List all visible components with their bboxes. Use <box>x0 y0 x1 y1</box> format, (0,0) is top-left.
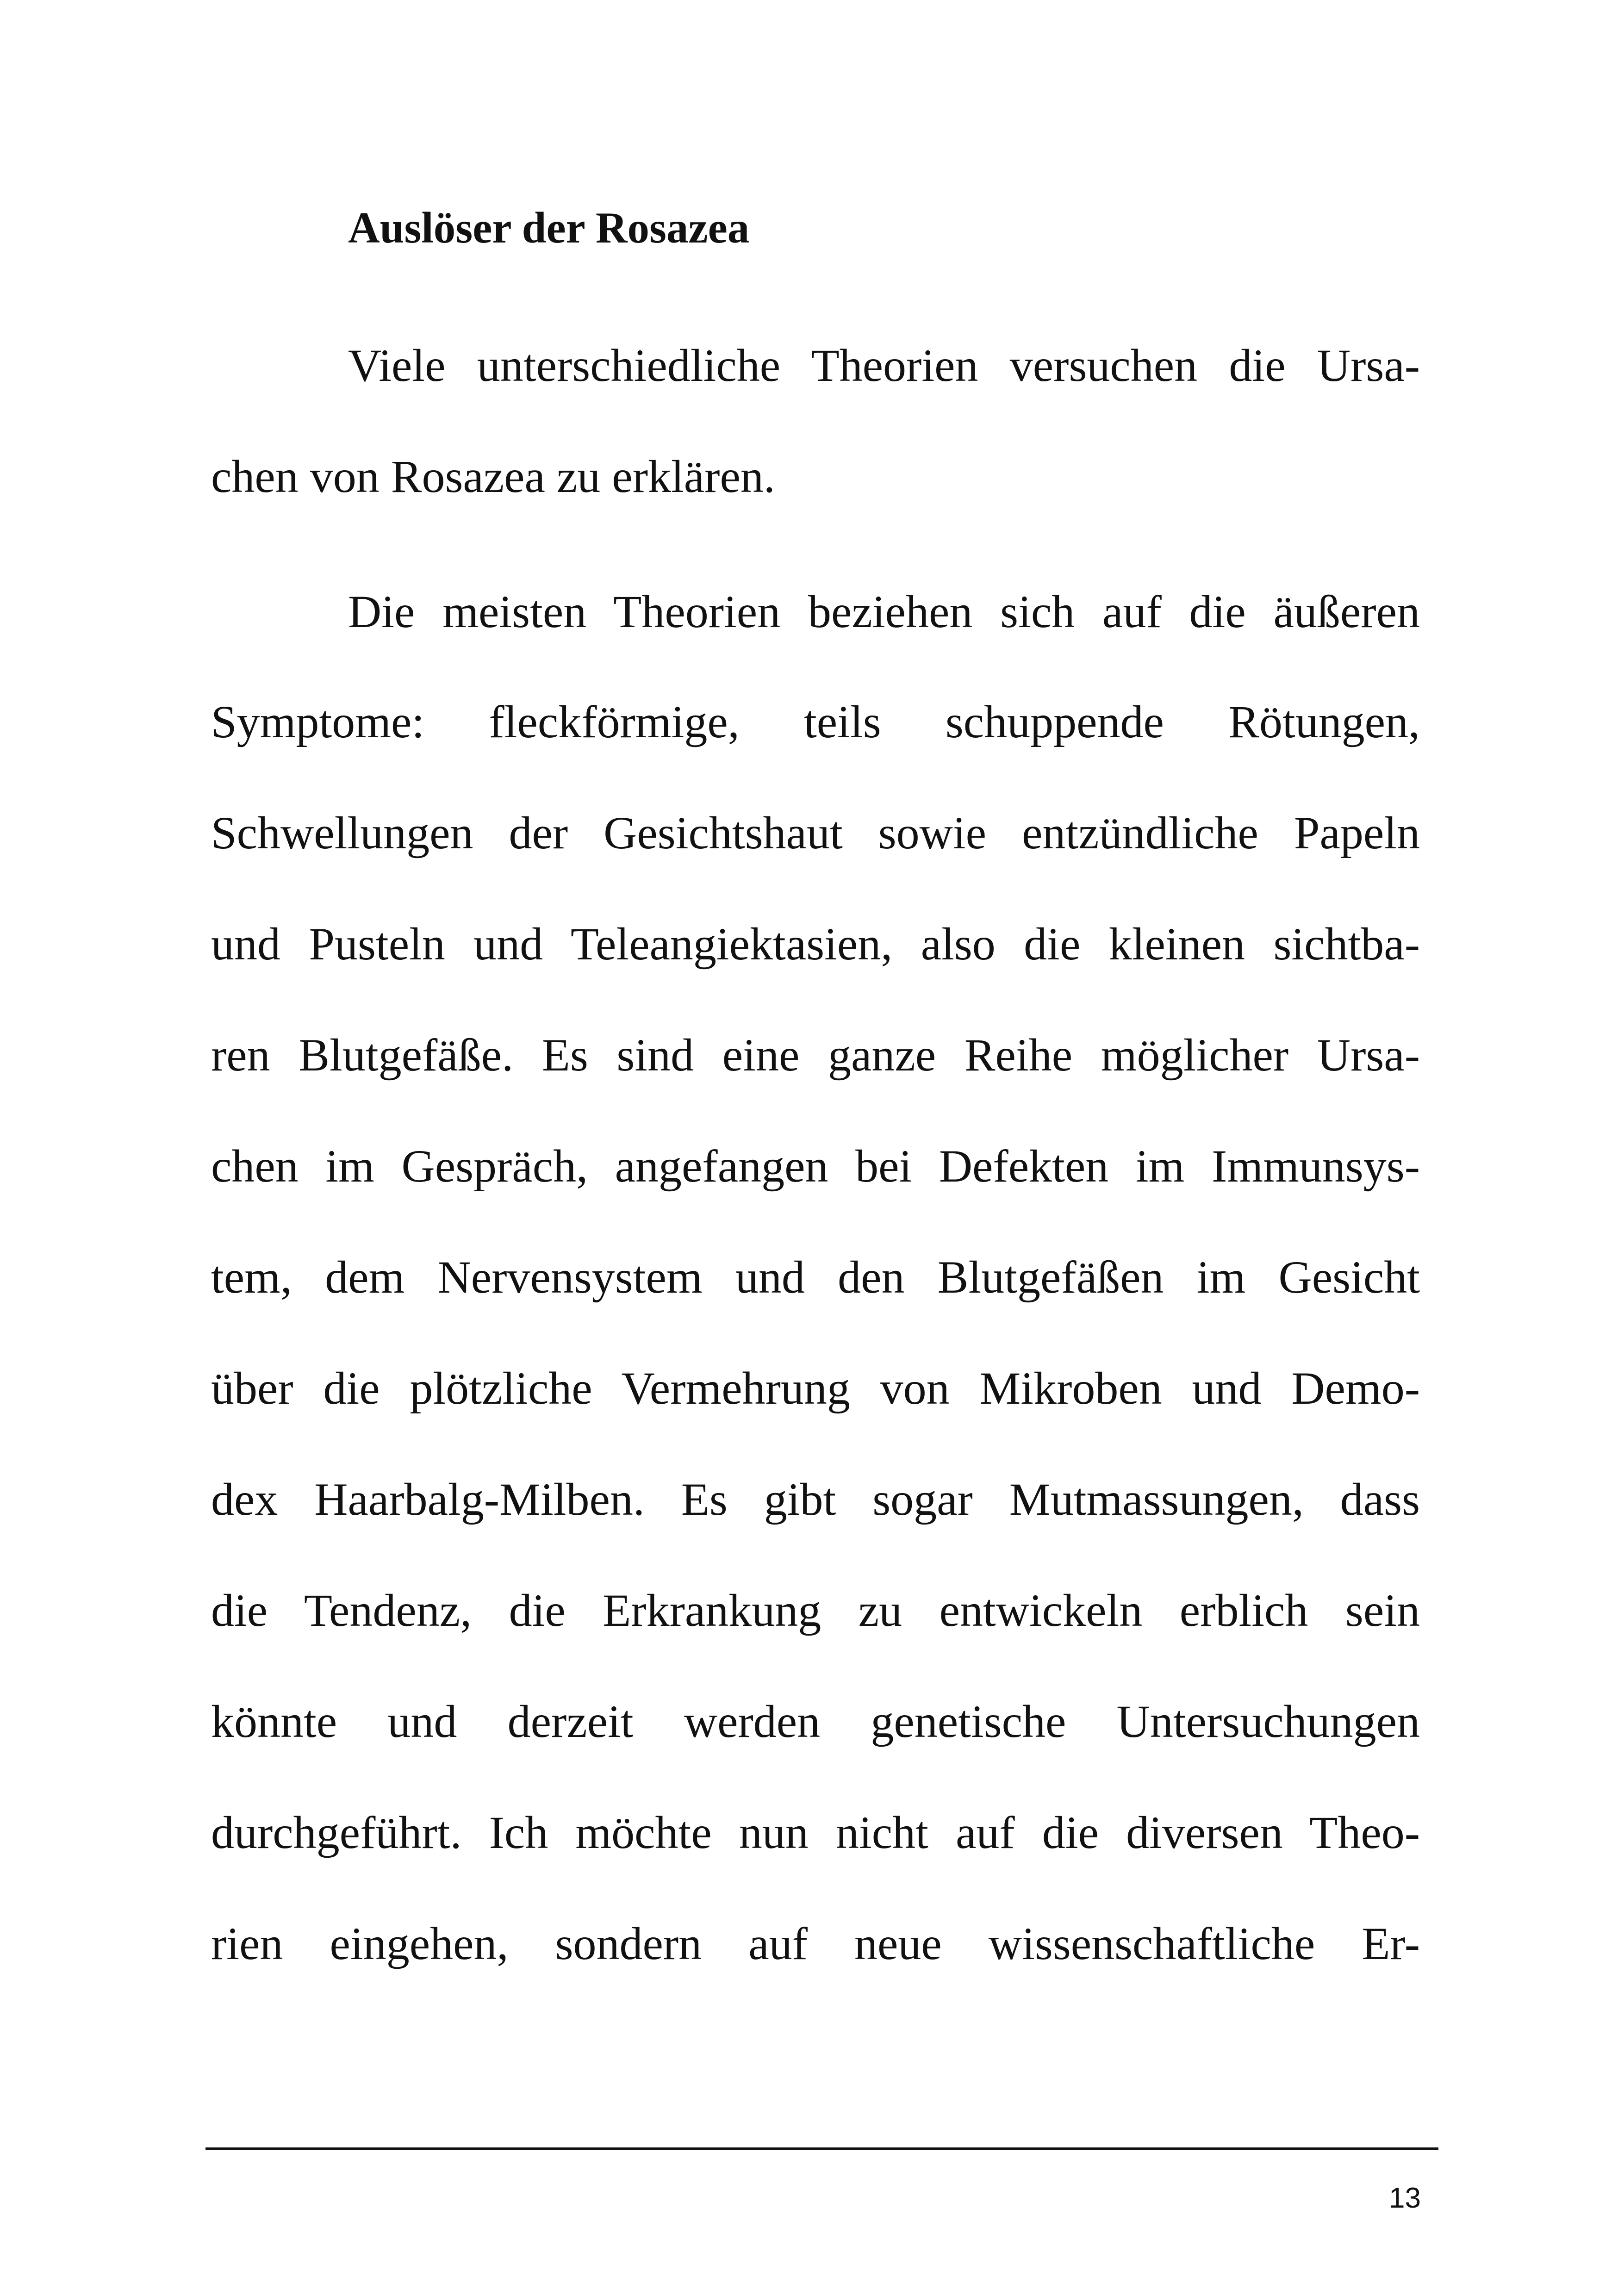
paragraph-2-line-12: durchgeführt. Ich möchte nun nicht auf die diversen Theo- <box>211 1807 1420 1858</box>
paragraph-2-line-13: rien eingehen, sondern auf neue wissenschaftliche Er- <box>211 1918 1420 1969</box>
paragraph-1-line-2: chen von Rosazea zu erklären. <box>211 451 775 502</box>
paragraph-2-line-6: chen im Gespräch, angefangen bei Defekten im Immunsys- <box>211 1140 1420 1192</box>
paragraph-2-line-3: Schwellungen der Gesichtshaut sowie entzündliche Papeln <box>211 807 1420 859</box>
paragraph-2-line-11: könnte und derzeit werden genetische Untersuchungen <box>211 1696 1420 1747</box>
page-number: 13 <box>1389 2182 1421 2214</box>
paragraph-2-line-2: Symptome: fleckförmige, teils schuppende Rötungen, <box>211 696 1420 747</box>
footer-divider <box>205 2147 1438 2150</box>
paragraph-2-line-4: und Pusteln und Teleangiektasien, also die kleinen sichtba- <box>211 918 1420 970</box>
paragraph-2-line-8: über die plötzliche Vermehrung von Mikroben und Demo- <box>211 1363 1420 1414</box>
section-heading: Auslöser der Rosazea <box>348 203 750 252</box>
paragraph-1-line-1: Viele unterschiedliche Theorien versuchen die Ursa- <box>348 340 1420 391</box>
paragraph-2-line-1: Die meisten Theorien beziehen sich auf die äußeren <box>348 586 1420 637</box>
paragraph-2-line-10: die Tendenz, die Erkrankung zu entwickeln erblich sein <box>211 1585 1420 1636</box>
paragraph-2-line-7: tem, dem Nervensystem und den Blutgefäßen im Gesicht <box>211 1251 1420 1303</box>
paragraph-2-line-9: dex Haarbalg-Milben. Es gibt sogar Mutmassungen, dass <box>211 1474 1420 1525</box>
paragraph-2-line-5: ren Blutgefäße. Es sind eine ganze Reihe möglicher Ursa- <box>211 1029 1420 1081</box>
